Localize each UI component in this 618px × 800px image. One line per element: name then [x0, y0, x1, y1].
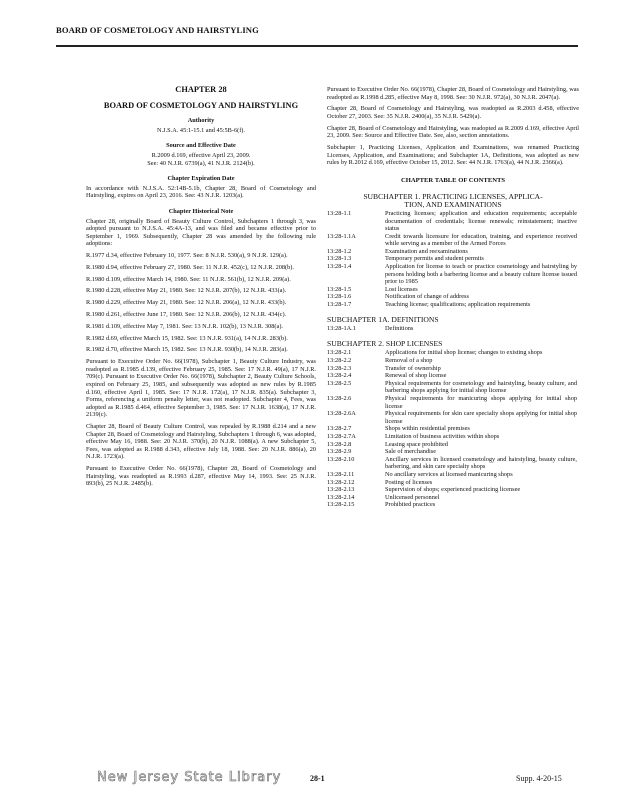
page-number: 28-1 [310, 774, 325, 783]
toc-section-title: Physical requirements for cosmetology and hairstyling, beauty culture, and barbering shops applying for initial shop license [385, 379, 577, 395]
toc-section-number: 13:28-1.5 [327, 285, 352, 293]
toc-section-title: No ancillary services at licensed manicuring shops [385, 470, 513, 478]
toc-section-number: 13:28-2.4 [327, 372, 352, 380]
toc-section-number: 13:28-1.1A [327, 232, 356, 240]
toc-section-title: Credit towards licensure for education, training, and experience received while serving as a member of the Armed Forces [385, 232, 577, 248]
toc-section-number: 13:28-2.11 [327, 470, 355, 478]
supplement-date: Supp. 4-20-15 [516, 774, 562, 783]
toc-section-number: 13:28-2.6A [327, 410, 356, 418]
expiration-heading: Chapter Expiration Date [167, 175, 235, 183]
history-paragraph: R.1982 d.70, effective March 15, 1982. See: 13 N.J.R. 930(b), 14 N.J.R. 283(a). [86, 346, 288, 354]
toc-entry[interactable] [327, 286, 579, 294]
toc-section-number: 13:28-2.1 [327, 349, 352, 357]
history-paragraph: Chapter 28, Board of Beauty Culture Control, was repealed by R.1988 d.214 and a new Chapter 28, Board of Cosmetology and Hairstyling, Subchapters 1 through 6, was adopted, effective May 16, 1988. See: 20 N.J.R. 370(b), 20 N.J.R. 1088(a). A new Subchapter 5, Fees, was adopted as R.1988 d.343, effective July 18, 1988. See: 20 N.J.R. 886(a), 20 N.J.R. 1723(a). [86, 423, 316, 461]
toc-section-title: Applications for initial shop license; changes to existing shops [385, 349, 543, 357]
toc-section-title: Prohibited practices [385, 501, 436, 509]
toc-section-title: Temporary permits and student permits [385, 255, 484, 263]
history-heading: Chapter Historical Note [168, 207, 234, 215]
toc-section-number: 13:28-2.3 [327, 364, 352, 372]
toc-section-title: Physical requirements for skin care specialty shops applying for initial shop license [385, 410, 577, 425]
toc-entry[interactable] [327, 456, 579, 471]
history-paragraph: Subchapter 1, Practicing Licenses, Application and Examinations, was renamed Practicing Licenses, Application, and Examinations; and Subchapter 1A, Definitions, was adopted as new rules by R.2012 d.169, effective October 15, 2012. See: 44 N.J.R. 1763(a), 44 N.J.R. 2366(a). [327, 144, 579, 167]
toc-section-number: 13:28-2.15 [327, 501, 355, 509]
toc-section-number: 13:28-1.2 [327, 247, 352, 255]
history-paragraph: Chapter 28, originally Board of Beauty Culture Control, Subchapters 1 through 3, was adopted pursuant to N.J.S.A. 45:4A-13, and was filed and became effective prior to September 1, 1969. Subsequently, Chapter 28 was amended by the following rule adoptions: [86, 217, 316, 248]
toc-entry[interactable] [327, 380, 579, 395]
subchapter-1-title [327, 193, 579, 209]
toc-section-title: Shops within residential premises [385, 425, 470, 433]
toc-entry[interactable] [327, 425, 579, 433]
toc-section-title: Notification of change of address [385, 293, 469, 301]
toc-entry[interactable] [327, 301, 579, 309]
toc-section-number: 13:28-2.8 [327, 440, 352, 448]
subchapter-2-title: SUBCHAPTER 2. SHOP LICENSES [327, 338, 443, 348]
toc-entry[interactable] [327, 395, 579, 410]
source-heading: Source and Effective Date [166, 142, 236, 150]
history-paragraph: R.1981 d.109, effective May 7, 1981. See: 13 N.J.R. 102(b), 13 N.J.R. 308(a). [86, 322, 283, 330]
toc-entry[interactable] [327, 365, 579, 373]
toc-heading: CHAPTER TABLE OF CONTENTS [400, 176, 506, 184]
toc-section-number: 13:28-1.3 [327, 255, 352, 263]
toc-entry[interactable] [327, 255, 579, 263]
toc-entry[interactable] [327, 471, 579, 479]
toc-section-number: 13:28-1.6 [327, 293, 352, 301]
toc-entry[interactable] [327, 357, 579, 365]
running-header: BOARD OF COSMETOLOGY AND HAIRSTYLING [56, 25, 259, 35]
toc-section-number: 13:28-2.6 [327, 394, 352, 402]
toc-section-number: 13:28-1.7 [327, 301, 352, 309]
toc-section-number: 13:28-2.5 [327, 379, 352, 387]
history-paragraph: R.1980 d.109, effective March 14, 1980. See: 11 N.J.R. 561(b), 12 N.J.R. 209(a). [86, 275, 291, 283]
toc-section-title: Renewal of shop license [385, 372, 447, 380]
toc-section-title: Application for license to teach or practice cosmetology and hairstyling by persons holding both a barbering license and a beauty culture license issued prior to 1985 [385, 263, 577, 286]
history-notes-continued [327, 86, 579, 167]
toc-section-number: 13:28-1.4 [327, 263, 352, 271]
toc-section-title: Physical requirements for manicuring shops applying for initial shop license [385, 394, 577, 410]
toc-section-title: Definitions [385, 325, 414, 333]
history-paragraph: R.1982 d.69, effective March 15, 1982. See: 13 N.J.R. 931(a), 14 N.J.R. 283(b). [86, 334, 288, 342]
toc-entry[interactable] [327, 293, 579, 301]
toc-section-number: 13:28-2.14 [327, 493, 355, 501]
toc-entry[interactable] [327, 325, 579, 333]
chapter-number: CHAPTER 28 [175, 85, 227, 94]
subchapter-1-title-line1: SUBCHAPTER 1. PRACTICING LICENSES, APPLICA- [363, 191, 543, 201]
authority-text: N.J.S.A. 45:1-15.1 and 45:5B-6(f). [157, 126, 245, 134]
toc-section-title: Supervision of shops; experienced practicing licensee [385, 486, 521, 494]
right-column [327, 86, 579, 509]
toc-section-title: Transfer of ownership [385, 364, 441, 372]
toc-section-title: Practicing licenses; application and education requirements; acceptable documentation of credentials; license renewals; reinstatement; inactive status [385, 209, 577, 233]
subchapter-2-items [327, 349, 579, 508]
history-paragraph: Pursuant to Executive Order No. 66(1978), Chapter 28, Board of Cosmetology and Hairstyling, was readopted as R.1993 d.287, effective May 14, 1993. See: 25 N.J.R. 893(b), 25 N.J.R. 2485(b). [86, 465, 316, 488]
toc-entry[interactable] [327, 349, 579, 357]
toc-entry[interactable] [327, 486, 579, 494]
toc-entry[interactable] [327, 372, 579, 380]
toc-section-number: 13:28-2.7A [327, 432, 356, 440]
toc-entry[interactable] [327, 248, 579, 256]
toc-section-title: Lost licenses [385, 285, 418, 293]
toc-section-number: 13:28-2.12 [327, 478, 355, 486]
toc-section-title: Limitation of business activities within shops [385, 432, 500, 440]
toc-entry[interactable] [327, 210, 579, 233]
history-notes [86, 218, 316, 488]
subchapter-1a-items [327, 325, 579, 333]
history-paragraph: Chapter 28, Board of Cosmetology and Hairstyling, was readopted as R.2003 d.458, effective October 27, 2003. See: 35 N.J.R. 2400(a), 35 N.J.R. 5429(a). [327, 105, 579, 120]
toc-section-number: 13:28-2.2 [327, 357, 352, 364]
subchapter-1-title-line2: TION, AND EXAMINATIONS [404, 199, 502, 209]
toc-section-number: 13:28-2.13 [327, 486, 355, 494]
subchapter-1a-title: SUBCHAPTER 1A. DEFINITIONS [327, 314, 439, 324]
left-column [86, 86, 316, 492]
toc-entry[interactable] [327, 501, 579, 509]
toc-section-number: 13:28-1A.1 [327, 325, 356, 333]
toc-entry[interactable] [327, 410, 579, 425]
history-paragraph: R.1980 d.94, effective February 27, 1980. See: 11 N.J.R. 452(c), 12 N.J.R. 208(b). [86, 263, 294, 271]
toc-section-title: Leasing space prohibited [385, 440, 448, 448]
toc-entry[interactable] [327, 441, 579, 449]
toc-entry[interactable] [327, 479, 579, 487]
toc-section-number: 13:28-2.7 [327, 425, 352, 433]
history-paragraph: Pursuant to Executive Order No. 66(1978), Subchapter 1, Beauty Culture Industry, was readopted as R.1985 d.139, effective February 25, 1985. See: 17 N.J.R. 49(a), 17 N.J.R. 709(c). Pursuant to Executive Order No. 66(1978), Subchapter 2, Beauty Culture Schools, expired on February 25, 1985, and subsequently was adopted as new rules by R.1985 d.160, effective April 1, 1985. See: 17 N.J.R. 172(a), 17 N.J.R. 835(a). Subchapter 3, Forms, referencing a uniform penalty letter, was not readopted. Subchapter 4, Fees, was adopted as R.1985 d.464, effective September 3, 1985. See: 17 N.J.R. 1638(a), 17 N.J.R. 2139(c). [86, 358, 316, 419]
toc-entry[interactable] [327, 433, 579, 441]
header-rule [56, 45, 578, 47]
toc-entry[interactable] [327, 494, 579, 502]
library-watermark: New Jersey State Library [97, 770, 282, 785]
history-paragraph: R.1980 d.228, effective May 21, 1980. See: 12 N.J.R. 207(b), 12 N.J.R. 433(a). [86, 287, 287, 295]
toc-section-title: Teaching license; qualifications; application requirements [385, 301, 531, 309]
toc-section-title: Examination and reexaminations [385, 247, 468, 255]
history-paragraph: R.1980 d.229, effective May 21, 1980. See: 12 N.J.R. 206(a), 12 N.J.R. 433(b). [86, 299, 287, 307]
toc-section-title: Removal of a shop [385, 357, 433, 364]
history-paragraph: Pursuant to Executive Order No. 66(1978), Chapter 28, Board of Cosmetology and Hairstyling, was readopted as R.1998 d.285, effective May 8, 1998. See: 30 N.J.R. 972(a), 30 N.J.R. 2047(a). [327, 86, 580, 101]
history-paragraph: Chapter 28, Board of Cosmetology and Hairstyling, was readopted as R.2009 d.169, effective April 23, 2009. See: Source and Effective Date. See, also, section annotations. [327, 124, 579, 140]
toc-entry[interactable] [327, 233, 579, 248]
toc-entry[interactable] [327, 263, 579, 286]
source-text-1: R.2009 d.169, effective April 23, 2009. [151, 151, 251, 159]
chapter-title: BOARD OF COSMETOLOGY AND HAIRSTYLING [103, 100, 299, 110]
toc-section-number: 13:28-1.1 [327, 209, 352, 217]
toc-section-title: Unlicensed personnel [385, 493, 440, 501]
toc-section-title: Posting of licenses [385, 478, 433, 486]
subchapter-1-items [327, 210, 579, 309]
toc-section-title: Ancillary services in licensed cosmetology and hairstyling, beauty culture, barbering, and skin care specialty shops [385, 455, 577, 471]
toc-section-number: 13:28-2.9 [327, 448, 352, 456]
authority-heading: Authority [187, 117, 215, 125]
source-text-2: See: 40 N.J.R. 6739(a), 41 N.J.R. 2124(b). [147, 159, 255, 167]
history-paragraph: R.1977 d.34, effective February 10, 1977. See: 8 N.J.R. 530(a), 9 N.J.R. 129(a). [86, 252, 288, 260]
toc-section-title: Sale of merchandise [385, 448, 437, 456]
expiration-text: In accordance with N.J.S.A. 52:14B-5.1b, Chapter 28, Board of Cosmetology and Hairstyling, expires on April 23, 2016. See: 43 N.J.R. 1203(a). [86, 184, 316, 200]
toc-section-number: 13:28-2.10 [327, 455, 355, 463]
toc-entry[interactable] [327, 448, 579, 456]
history-paragraph: R.1980 d.261, effective June 17, 1980. See: 12 N.J.R. 206(b), 12 N.J.R. 434(c). [86, 311, 287, 318]
